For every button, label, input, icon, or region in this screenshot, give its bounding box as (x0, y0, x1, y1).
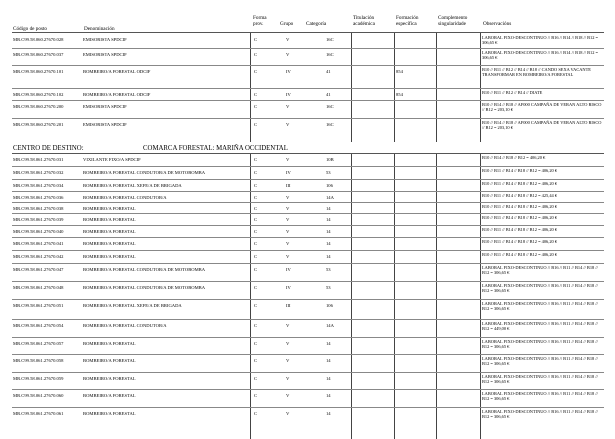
row-observacions: LABORAL FIXO-DESCONTINUO // B16 // B11 // B14 // B18 // B12 = 306,65 € (482, 339, 598, 350)
row-denominacion: BOMBEIRO/A FORESTAL (83, 217, 136, 222)
row-code: MR.C99.58.060.27670.200 (13, 104, 64, 109)
row-divider (12, 354, 604, 355)
row-grupo: IV (286, 267, 291, 272)
row-divider (12, 281, 604, 282)
row-denominacion: VIXILANTE FIXO/A SPDCIF (83, 157, 141, 162)
row-denominacion: BOMBEIRO/A FORESTAL (83, 393, 136, 398)
column-divider (394, 154, 395, 439)
row-observacions: B10 // B14 // B18 // B12 = 406,20 € (482, 155, 546, 160)
row-forma-prov: C (254, 122, 258, 127)
row-grupo: V (286, 157, 290, 162)
row-forma-prov: C (254, 303, 258, 308)
row-forma-prov: C (254, 183, 258, 188)
row-observacions: LABORAL FIXO-DESCONTINUO // B16 // B11 // B14 // B18 // B12 = 306,65 € (482, 265, 598, 276)
row-observacions: B10 // B11 // B12 // B14 // DIATE (482, 90, 543, 95)
row-grupo: V (286, 52, 290, 57)
row-observacions: LABORAL FIXO-DESCONTINUO // B16 // B11 // B14 // B18 // B12 = 306,65 € (482, 374, 598, 385)
row-observacions: LABORAL FIXO-DESCONTINUO // B16 // B11 // B14 // B18 // B12 = 306,65 € (482, 391, 598, 402)
row-categoria: 16C (326, 104, 334, 109)
row-categoria: 14 (326, 393, 331, 398)
row-forma-prov: C (254, 411, 258, 416)
row-categoria: 106 (326, 303, 333, 308)
row-observacions: B10 // B14 // B18 // AF000 CAMPAÑA DE VERAN ALTO RISCO // B12 = 203,10 € (482, 102, 602, 113)
row-forma-prov: C (254, 92, 258, 97)
row-forma-prov: C (254, 229, 258, 234)
row-denominacion: BOMBEIRO/A FORESTAL ODCIF (83, 69, 151, 74)
row-divider (12, 48, 604, 49)
row-forma-prov: C (254, 267, 258, 272)
row-observacions: LABORAL FIXO-DESCONTINUO // B16 // B14 // B18 // B12 = 306,65 € (482, 50, 598, 61)
row-categoria: 10B (326, 157, 334, 162)
row-grupo: V (286, 376, 290, 381)
row-formacion: 854 (396, 92, 403, 97)
row-divider (12, 263, 604, 264)
row-code: MR.C99.58.061.27670.036 (13, 195, 64, 200)
col-header-complemento-2: singularidade (438, 21, 466, 27)
row-grupo: IV (286, 69, 291, 74)
row-forma-prov: C (254, 323, 258, 328)
row-categoria: 14 (326, 241, 331, 246)
col-header-complemento-1: Complemento (438, 15, 468, 21)
row-divider (12, 372, 604, 373)
header-rule (12, 32, 604, 33)
row-categoria: 14A (326, 323, 334, 328)
row-observacions: B10 // B11 // B14 // B18 // B12 = 406,20 € (482, 227, 558, 232)
row-divider (12, 65, 604, 66)
row-grupo: V (286, 411, 290, 416)
row-categoria: 14 (326, 376, 331, 381)
row-divider (12, 225, 604, 226)
row-grupo: V (286, 104, 290, 109)
row-observacions: LABORAL FIXO-DESCONTINUO // B16 // B11 // B14 // B18 // B12 = 306,65 € (482, 283, 598, 294)
row-forma-prov: C (254, 217, 258, 222)
row-grupo: V (286, 254, 290, 259)
row-divider (12, 166, 604, 167)
row-denominacion: BOMBEIRO/A FORESTAL CONDUTOR/A DE MOTOBOMBA (83, 285, 206, 290)
row-divider (12, 337, 604, 338)
row-denominacion: EMISORISTA SPDCIF (83, 52, 127, 57)
row-observacions: LABORAL FIXO-DESCONTINUO // B16 // B14 // B18 // B12 = 306,65 € (482, 35, 598, 46)
row-categoria: 14 (326, 358, 331, 363)
row-divider (12, 389, 604, 390)
row-forma-prov: C (254, 341, 258, 346)
row-code: MR.C99.58.061.27670.051 (13, 303, 64, 308)
row-observacions: B10 // B11 // B14 // B18 // B12 = 425,44 € (482, 193, 558, 198)
col-header-forma-prov-2: prov. (253, 21, 264, 27)
row-observacions: B10 // B11 // B14 // B18 // B12 = 406,20 € (482, 239, 558, 244)
row-code: MR.C99.58.061.27670.057 (13, 341, 64, 346)
row-grupo: V (286, 206, 290, 211)
row-grupo: V (286, 241, 290, 246)
row-divider (12, 299, 604, 300)
row-forma-prov: C (254, 285, 258, 290)
row-denominacion: BOMBEIRO/A FORESTAL (83, 206, 136, 211)
row-categoria: 14 (326, 341, 331, 346)
column-divider (351, 154, 352, 439)
row-grupo: III (286, 183, 291, 188)
row-divider (12, 191, 604, 192)
col-header-formacion-1: Formación (396, 15, 419, 21)
row-code: MR.C99.58.061.27670.041 (13, 241, 64, 246)
row-forma-prov: C (254, 241, 258, 246)
row-observacions: B10 // B11 // B14 // B18 // B12 = 406,20 € (482, 252, 558, 257)
row-denominacion: BOMBEIRO/A FORESTAL (83, 254, 136, 259)
col-header-forma-prov-1: Forma (253, 15, 267, 21)
row-categoria: 14A (326, 195, 334, 200)
row-code: MR.C99.58.060.27670.102 (13, 92, 64, 97)
row-code: MR.C99.58.061.27670.034 (13, 183, 64, 188)
row-observacions: B10 // B11 // B14 // B18 // B12 = 406,20 € (482, 204, 558, 209)
row-denominacion: BOMBEIRO/A FORESTAL (83, 358, 136, 363)
row-divider (12, 237, 604, 238)
row-divider (12, 250, 604, 251)
row-grupo: V (286, 195, 290, 200)
row-forma-prov: C (254, 393, 258, 398)
row-observacions: B10 // B14 // B18 // AF000 CAMPAÑA DE VERAN ALTO RISCO // B12 = 203,10 € (482, 120, 602, 131)
row-grupo: V (286, 37, 290, 42)
row-categoria: 53 (326, 170, 331, 175)
row-grupo: V (286, 358, 290, 363)
row-denominacion: BOMBEIRO/A FORESTAL XEFE/A DE BRIGADA (83, 183, 182, 188)
row-denominacion: BOMBEIRO/A FORESTAL (83, 241, 136, 246)
row-divider (12, 407, 604, 408)
row-grupo: V (286, 122, 290, 127)
column-divider (480, 154, 481, 439)
row-observacions: B10 // B11 // B14 // B18 // B12 = 406,20 € (482, 168, 558, 173)
row-code: MR.C99.58.061.27670.048 (13, 285, 64, 290)
row-grupo: V (286, 229, 290, 234)
row-categoria: 41 (326, 69, 331, 74)
row-forma-prov: C (254, 37, 258, 42)
row-grupo: V (286, 323, 290, 328)
row-code: MR.C99.58.060.27670.101 (13, 69, 64, 74)
row-divider (12, 319, 604, 320)
row-forma-prov: C (254, 69, 258, 74)
row-denominacion: BOMBEIRO/A FORESTAL CONDUTOR/A (83, 323, 167, 328)
row-denominacion: BOMBEIRO/A FORESTAL CONDUTOR/A DE MOTOBOMBA (83, 170, 206, 175)
row-forma-prov: C (254, 254, 258, 259)
row-categoria: 16C (326, 37, 334, 42)
row-categoria: 14 (326, 254, 331, 259)
col-header-denominacion: Denominación (84, 26, 115, 32)
row-denominacion: BOMBEIRO/A FORESTAL (83, 341, 136, 346)
row-observacions: LABORAL FIXO-DESCONTINUO // B16 // B11 // B14 // B18 // B12 = 306,65 € (482, 409, 598, 420)
row-grupo: IV (286, 170, 291, 175)
section-label: CENTRO DE DESTINO: (13, 145, 84, 152)
row-denominacion: BOMBEIRO/A FORESTAL CONDUTOR/A (83, 195, 167, 200)
row-code: MR.C99.58.061.27670.040 (13, 229, 64, 234)
row-grupo: V (286, 341, 290, 346)
row-code: MR.C99.58.061.27670.061 (13, 411, 64, 416)
row-categoria: 41 (326, 92, 331, 97)
row-observacions: B10 // B11 // B14 // B18 // B12 = 406,20 € (482, 215, 558, 220)
row-code: MR.C99.58.061.27670.042 (13, 254, 64, 259)
col-header-observacions: Observacións (483, 21, 512, 27)
row-code: MR.C99.58.061.27670.058 (13, 358, 64, 363)
row-grupo: V (286, 217, 290, 222)
row-code: MR.C99.58.061.27670.054 (13, 323, 64, 328)
row-forma-prov: C (254, 170, 258, 175)
row-divider (12, 118, 604, 119)
row-forma-prov: C (254, 206, 258, 211)
row-code: MR.C99.58.061.27670.031 (13, 157, 64, 162)
row-denominacion: EMISORISTA SPDCIF (83, 37, 127, 42)
row-observacions: B10 // B11 // B14 // B18 // B12 = 406,20 € (482, 181, 558, 186)
row-categoria: 106 (326, 183, 333, 188)
row-forma-prov: C (254, 376, 258, 381)
row-code: MR.C99.58.061.27670.060 (13, 393, 64, 398)
col-header-titulacion-1: Titulación (353, 15, 375, 21)
row-grupo: III (286, 303, 291, 308)
row-code: MR.C99.58.061.27670.038 (13, 206, 64, 211)
row-denominacion: BOMBEIRO/A FORESTAL (83, 376, 136, 381)
row-observacions: LABORAL FIXO-DESCONTINUO // B16 // B11 // B14 // B18 // B12 = 306,65 € (482, 356, 598, 367)
row-observacions: B10 // B11 // B12 // B14 // B18 // CANDO SEXA VACANTE TRANSFORMAR EN BOMBEIRO/A FORESTAL (482, 67, 591, 78)
row-grupo: IV (286, 92, 291, 97)
row-categoria: 14 (326, 411, 331, 416)
col-header-formacion-2: específica (396, 21, 417, 27)
section-title: COMARCA FORESTAL: MARIÑA OCCIDENTAL (143, 145, 288, 152)
row-divider (12, 100, 604, 101)
column-divider (250, 154, 251, 439)
row-forma-prov: C (254, 358, 258, 363)
row-denominacion: BOMBEIRO/A FORESTAL ODCIF (83, 92, 151, 97)
col-header-titulacion-2: académica (353, 21, 375, 27)
row-forma-prov: C (254, 195, 258, 200)
row-divider (12, 202, 604, 203)
row-code: MR.C99.58.060.27670.201 (13, 122, 64, 127)
row-denominacion: BOMBEIRO/A FORESTAL (83, 229, 136, 234)
row-grupo: IV (286, 285, 291, 290)
row-code: MR.C99.58.061.27670.047 (13, 267, 64, 272)
row-categoria: 14 (326, 217, 331, 222)
row-denominacion: EMISORISTA SPDCIF (83, 122, 127, 127)
row-categoria: 53 (326, 267, 331, 272)
row-categoria: 14 (326, 229, 331, 234)
row-denominacion: BOMBEIRO/A FORESTAL XEFE/A DE BRIGADA (83, 303, 182, 308)
row-code: MR.C99.58.060.27670.028 (13, 37, 64, 42)
row-categoria: 14 (326, 206, 331, 211)
row-denominacion: BOMBEIRO/A FORESTAL CONDUTOR/A DE MOTOBOMBA (83, 267, 206, 272)
row-forma-prov: C (254, 52, 258, 57)
row-denominacion: EMISORISTA SPDCIF (83, 104, 127, 109)
row-code: MR.C99.58.061.27670.059 (13, 376, 64, 381)
row-formacion: 854 (396, 69, 403, 74)
row-observacions: LABORAL FIXO-DESCONTINUO // B16 // B11 // B14 // B18 // B12 = 449,00 € (482, 321, 598, 332)
col-header-grupo: Grupo (280, 21, 294, 27)
row-categoria: 16C (326, 122, 334, 127)
row-forma-prov: C (254, 104, 258, 109)
row-grupo: V (286, 393, 290, 398)
row-divider (12, 213, 604, 214)
row-code: MR.C99.58.061.27670.032 (13, 170, 64, 175)
row-forma-prov: C (254, 157, 258, 162)
row-divider (12, 88, 604, 89)
col-header-categoria: Categoría (306, 21, 327, 27)
row-code: MR.C99.58.061.27670.039 (13, 217, 64, 222)
row-observacions: LABORAL FIXO-DESCONTINUO // B16 // B11 // B14 // B18 // B12 = 306,65 € (482, 301, 598, 312)
section-rule (12, 153, 604, 154)
row-categoria: 53 (326, 285, 331, 290)
column-divider (436, 154, 437, 439)
row-code: MR.C99.58.060.27670.037 (13, 52, 64, 57)
row-divider (12, 179, 604, 180)
row-denominacion: BOMBEIRO/A FORESTAL (83, 411, 136, 416)
row-categoria: 16C (326, 52, 334, 57)
col-header-codigo: Código de posto (13, 26, 48, 32)
